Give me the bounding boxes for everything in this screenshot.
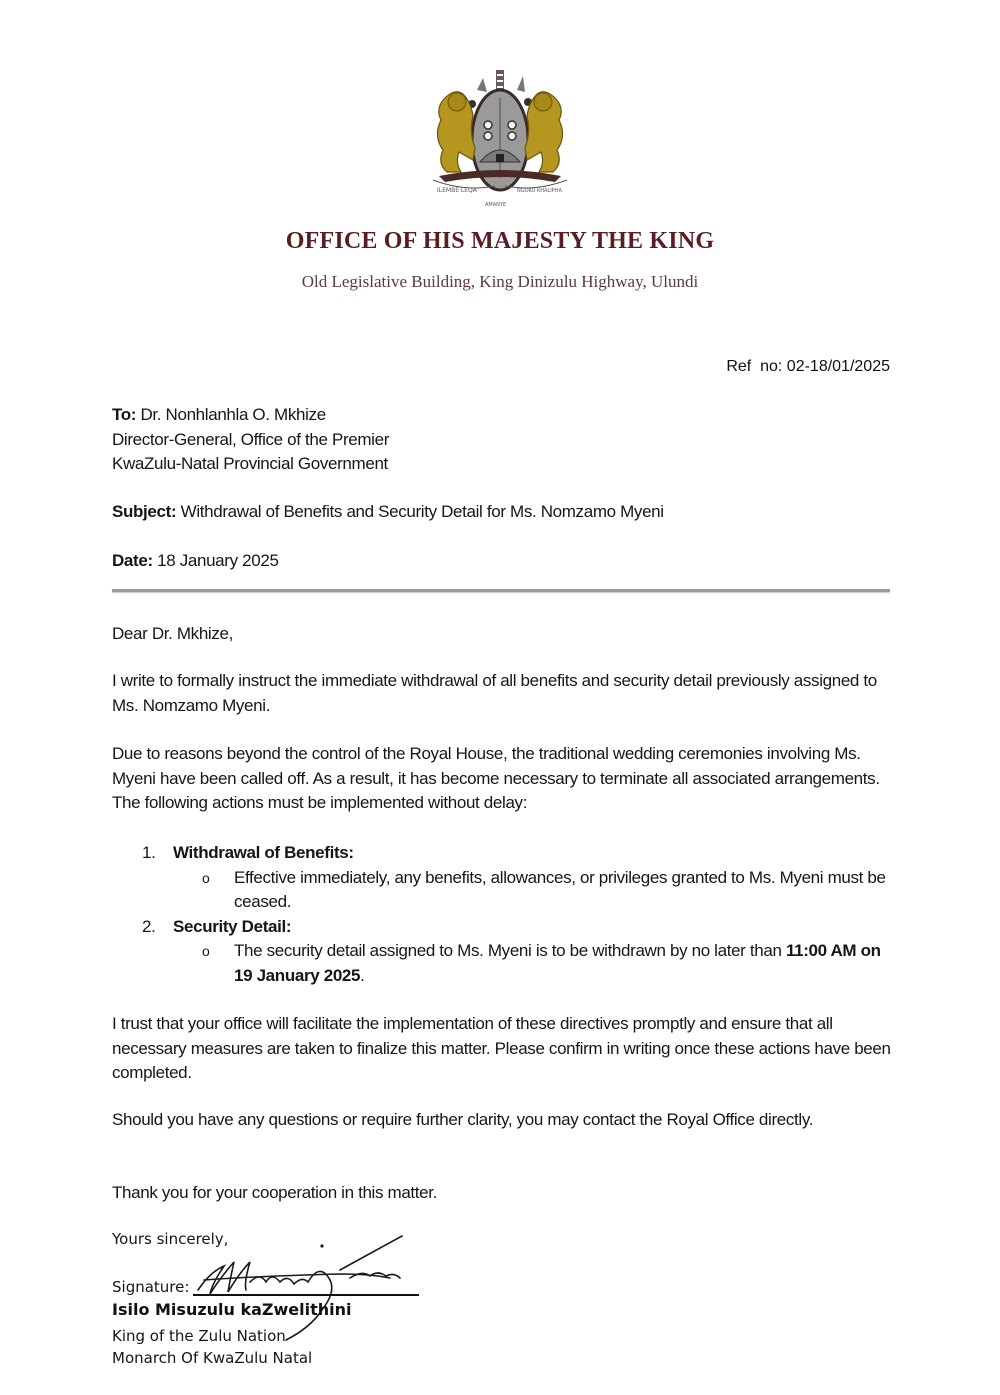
date-value: 18 January 2025: [157, 551, 279, 570]
action-item: [112, 841, 902, 866]
subject-label: Subject:: [112, 502, 177, 521]
recipient-organization: KwaZulu-Natal Provincial Government: [112, 454, 388, 473]
hollow-bullet-icon: o: [202, 869, 210, 886]
action-number: 2.: [142, 916, 156, 936]
contact-paragraph: Should you have any questions or require further clarity, you may contact the Royal Office directly.: [112, 1110, 814, 1129]
valediction: Yours sincerely,: [112, 1230, 229, 1248]
recipient-name: Dr. Nonhlanhla O. Mkhize: [140, 405, 326, 424]
action-detail-text: The security detail assigned to Ms. Myeni is to be withdrawn by no later than: [234, 941, 786, 960]
signer-name: Isilo Misuzulu kaZwelithini: [112, 1300, 352, 1319]
subject-value: Withdrawal of Benefits and Security Detail for Ms. Nomzamo Myeni: [180, 502, 664, 521]
recipient-position: Director-General, Office of the Premier: [112, 429, 390, 449]
subject-line: [112, 500, 902, 525]
crest-motto-bottom: AMANYE: [485, 202, 507, 208]
action-detail-text: Effective immediately, any benefits, allowances, or privileges granted to Ms. Myeni must be ceased.: [234, 867, 886, 911]
action-item: [112, 915, 902, 940]
action-heading: Withdrawal of Benefits:: [173, 843, 354, 862]
crest-motto-left: ILEMBE LEQA: [437, 187, 477, 194]
trust-paragraph: I trust that your office will facilitate the implementation of these directives promptly and ensure that all necessary measures are taken to finalize this matter. Please confirm in writing once these actions have been completed.: [112, 1014, 891, 1082]
hollow-bullet-icon: o: [202, 943, 210, 959]
action-detail: [112, 866, 902, 915]
office-title: OFFICE OF HIS MAJESTY THE KING: [285, 228, 715, 254]
signer-title-line: Monarch Of KwaZulu Natal: [112, 1349, 313, 1367]
reason-paragraph: Due to reasons beyond the control of the Royal House, the traditional wedding ceremonies involving Ms. Myeni have been called off. As a result, it has become necessary to terminate all associated arrangements. The following actions must be implemented without delay:: [112, 744, 880, 812]
date-line: [112, 549, 902, 574]
deadline-text: 11:00 AM on 19 January 2025: [234, 941, 881, 985]
action-number: 1.: [142, 843, 156, 862]
action-heading: Security Detail:: [173, 916, 292, 936]
office-address: Old Legislative Building, King Dinizulu Highway, Ulundi: [301, 272, 699, 291]
intro-paragraph: I write to formally instruct the immediate withdrawal of all benefits and security detail previously assigned to Ms. Nomzamo Myeni.: [112, 671, 877, 715]
header-divider: [112, 589, 890, 592]
date-label: Date:: [112, 551, 153, 570]
recipient-block: [112, 403, 902, 477]
reference-number: Ref no: 02-18/01/2025: [726, 358, 890, 375]
action-detail-end: .: [360, 965, 365, 985]
actions-list: [112, 841, 902, 988]
salutation: Dear Dr. Mkhize,: [112, 624, 233, 643]
signer-titles: [112, 1325, 312, 1369]
royal-crest-icon: [425, 68, 575, 213]
signature-label: Signature:: [112, 1278, 190, 1296]
to-label: To:: [112, 405, 137, 424]
crest-motto-right: NGOKU KHALIPHA: [517, 188, 562, 194]
signer-title-line: King of the Zulu Nation: [112, 1327, 286, 1345]
thanks-paragraph: Thank you for your cooperation in this matter.: [112, 1183, 438, 1202]
action-detail: [112, 939, 902, 988]
